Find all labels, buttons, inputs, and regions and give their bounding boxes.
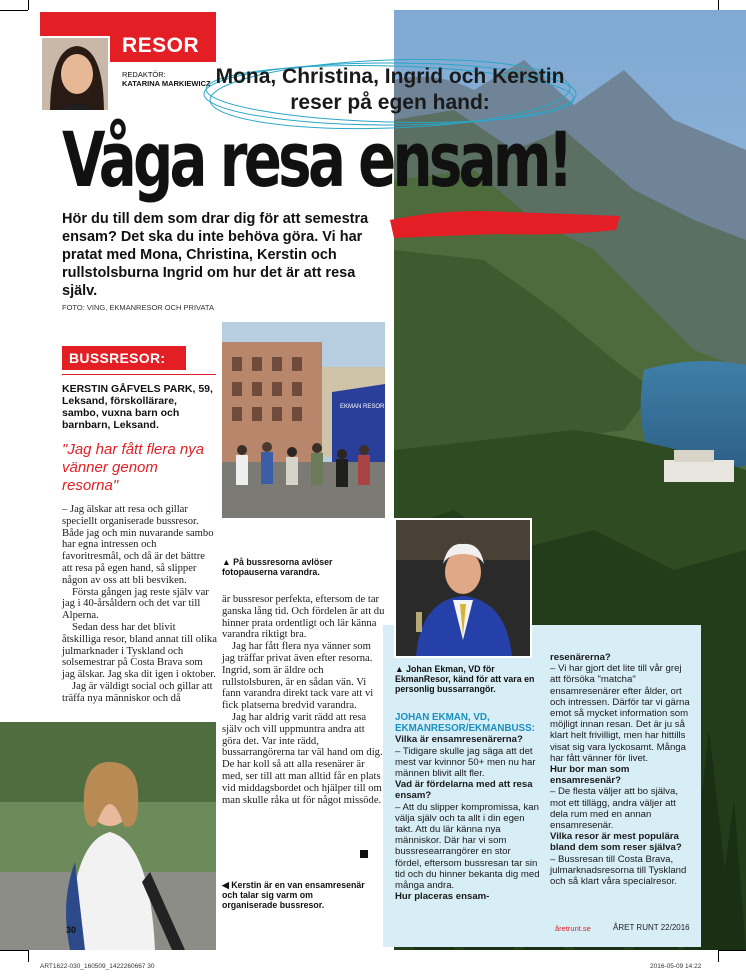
- interview-question: Vilka är ensamresenärerna?: [395, 734, 523, 746]
- body-column-1: [62, 504, 217, 705]
- article-end-mark: [360, 850, 368, 858]
- red-brush-stroke: [388, 202, 623, 242]
- print-slug: ART1622-030_160509_1422260667 30: [40, 963, 155, 970]
- pull-quote: "Jag har fått flera nya vänner genom resorna": [62, 441, 205, 494]
- crop-mark: [28, 950, 29, 962]
- section-label: BUSSRESOR:: [69, 350, 166, 366]
- editor-name: KATARINA MARKIEWICZ: [122, 79, 211, 88]
- interview-question: Hur placeras ensam-: [395, 891, 490, 903]
- crop-mark: [718, 950, 746, 951]
- interview-answer: – Att du slipper kompromissa, kan välja själv och ta allt i din egen takt. Att du lär känna nya människor. Där har vi som bussresearrangörer en stor fördel, eftersom bussresan tar sin tid och du hinner bekanta dig med många andra.: [395, 801, 540, 892]
- body-paragraph: Sedan dess har det blivit åtskilliga resor, bland annat till olika julmarknader i Tyskland och solsemestrar på Costa Brava som jag älskar. Jag ska dit igen i oktober.: [62, 621, 217, 681]
- interview-question: Hur bor man som ensamresenär?: [550, 764, 630, 787]
- kicker-text: Mona, Christina, Ingrid och Kerstin reser på egen hand:: [215, 65, 565, 114]
- print-date: 2016-05-09 14:22: [650, 963, 702, 970]
- johan-ekman-photo: [394, 518, 532, 658]
- body-paragraph: Jag har aldrig varit rädd att resa själv och vill uppmuntra andra att göra det. Var inte rädd, bussarrangörerna tar väl hand om dig. De har koll så att alla resenärer är med, ser till att man alltid får en plats vid middagsbordet och hjälper till om man skulle råka ut för något missöde.: [222, 711, 383, 806]
- body-paragraph: – Jag älskar att resa och gillar speciellt organiserade bussresor. Både jag och min nuvarande sambo har egna intressen och favoritresmål, och då är det bättre att resa på egen hand, så slipper någon av oss att bli besviken.: [62, 504, 214, 586]
- photo-credit: FOTO: VING, EKMANRESOR OCH PRIVATA: [62, 303, 214, 312]
- lead-paragraph: Hör du till dem som drar dig för att semestra ensam? Det ska du inte behöva göra. Vi har pratat med Mona, Christina, Kerstin och rullstolsburna Ingrid om hur det är att resa själv.: [62, 211, 369, 299]
- johan-photo-caption: ▲ Johan Ekman, VD för EkmanResor, känd för att vara en personlig bussarrangör.: [395, 664, 535, 695]
- body-paragraph: är bussresor perfekta, eftersom de tar ganska lång tid. Och fördelen är att du hinner prata ordentligt och lär känna varandra riktigt bra.: [222, 594, 385, 641]
- crop-mark: [718, 950, 719, 962]
- crop-mark: [28, 0, 29, 10]
- body-paragraph: Jag har fått flera nya vänner som jag träffar privat även efter resorna. Ingrid, som är äldre och rullstolsburen, är en sådan vän. Vi fann varandra direkt tack vare att vi fick platserna bredvid varandra.: [222, 641, 374, 712]
- bus-tour-photo: [222, 322, 385, 518]
- kerstin-photo-caption: ◀ Kerstin är en van ensamresenär och talar sig varm om organiserade bussresor.: [222, 880, 365, 911]
- issue-label: ÅRET RUNT 22/2016: [613, 923, 690, 932]
- body-paragraph: Första gången jag reste själv var jag i 40-årsåldern och det var till Alperna.: [62, 586, 209, 622]
- crop-mark: [0, 10, 28, 11]
- interview-answer: – Bussresan till Costa Brava, julmarknadsresorna till Tyskland och så klart våra specialresor.: [550, 853, 687, 888]
- body-column-2: [222, 594, 386, 806]
- interview-answer: – Vi har gjort det lite till vår grej att försöka "matcha" ensamresenärer efter ålder, ort och intressen. Därför tar vi gärna emot så mycket information som möjligt innan resan. Det är ju så klart helt frivilligt, men har hittills visat sig vara lyckosamt. Många har fått vänner för livet.: [550, 663, 690, 764]
- editor-role: REDAKTÖR:: [122, 70, 166, 79]
- bus-sign: EKMAN RESOR: [340, 404, 385, 410]
- interview-heading: JOHAN EKMAN, VD, EKMANRESOR/EKMANBUSS:: [395, 712, 535, 735]
- page-number: 30: [66, 925, 77, 935]
- interview-answer: – De flesta väljer att bo själva, mot ett tillägg, andra väljer att dela rum med en annan ensamresenär.: [550, 786, 678, 832]
- interview-answer: – Tidigare skulle jag säga att det mest var kvinnor 50+ men nu har männen blivit allt fler.: [395, 745, 536, 780]
- interview-column-2: [550, 652, 693, 887]
- interview-question: resenärerna?: [550, 652, 611, 663]
- person-info: KERSTIN GÅFVELS PARK, 59, Leksand, förskollärare, sambo, vuxna barn och barnbarn, Leksand.: [62, 383, 213, 431]
- website-link[interactable]: åretrunt.se: [555, 924, 591, 933]
- headline: Våga resa ensam!: [62, 115, 570, 204]
- interview-question: Vilka resor är mest populära bland dem som reser själva?: [550, 831, 682, 854]
- interview-question: Vad är fördelarna med att resa ensam?: [395, 779, 533, 802]
- kerstin-photo: [0, 722, 216, 950]
- crop-mark: [718, 0, 719, 10]
- interview-column-1: [395, 712, 540, 902]
- editor-caption: [122, 70, 211, 88]
- body-paragraph: Jag är väldigt social och gillar att träffa nya människor och då: [62, 680, 213, 704]
- editor-portrait: [40, 36, 110, 112]
- section-header-label: RESOR: [122, 34, 200, 57]
- section-rule: [62, 374, 216, 375]
- crop-mark: [0, 950, 28, 951]
- bus-photo-caption: ▲ På bussresorna avlöser fotopauserna varandra.: [222, 557, 333, 578]
